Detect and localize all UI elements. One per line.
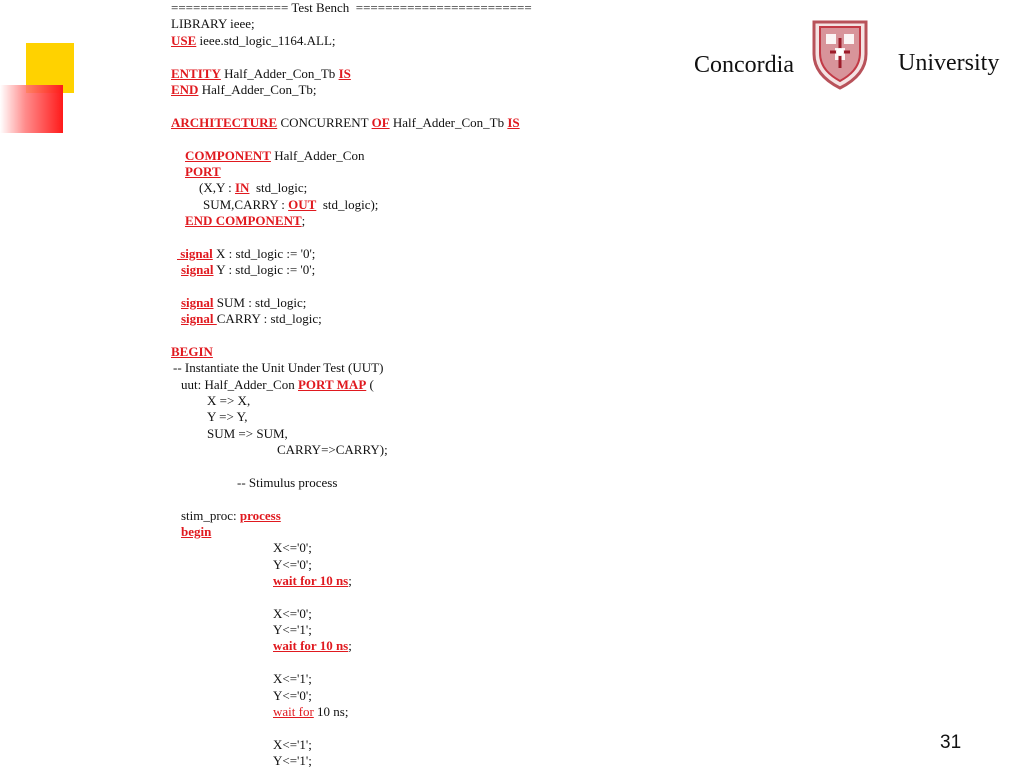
code-line-component xyxy=(185,148,364,164)
institution-name-left: Concordia xyxy=(694,52,794,78)
keyword: PORT xyxy=(185,164,221,179)
code-text: ; xyxy=(348,638,352,653)
code-text: std_logic; xyxy=(249,180,308,195)
keyword: process xyxy=(239,508,281,523)
code-text: std_logic); xyxy=(316,197,379,212)
keyword: IS xyxy=(507,115,520,130)
code-line-assign-y: Y<='0'; xyxy=(273,557,312,572)
code-line-map-carry: CARRY=>CARRY); xyxy=(277,442,388,457)
code-line-end xyxy=(171,82,317,98)
code-text: Half_Adder_Con xyxy=(270,148,365,163)
keyword: END xyxy=(171,82,199,97)
code-line-comment-stimulus: -- Stimulus process xyxy=(237,475,338,490)
keyword: wait for xyxy=(273,704,314,719)
keyword: wait for 10 ns xyxy=(273,573,349,588)
code-line-assign-x: X<='0'; xyxy=(273,606,312,621)
code-line-assign-x: X<='1'; xyxy=(273,737,312,752)
code-line-stim-proc xyxy=(181,508,281,524)
code-text: uut: Half_Adder_Con xyxy=(181,377,298,392)
keyword: signal xyxy=(181,262,214,277)
code-line-signal-x xyxy=(177,246,315,262)
code-line-signal-sum xyxy=(181,295,306,311)
code-line-port-in xyxy=(199,180,307,196)
code-line-wait xyxy=(273,573,352,589)
code-text: X : std_logic := '0'; xyxy=(212,246,316,261)
code-text: CONCURRENT xyxy=(277,115,372,130)
keyword: signal xyxy=(181,295,214,310)
code-line-comment-uut: -- Instantiate the Unit Under Test (UUT) xyxy=(173,360,384,375)
keyword: signal xyxy=(181,311,217,326)
code-text: ; xyxy=(348,573,352,588)
code-line-port xyxy=(185,164,221,180)
institution-name-right: University xyxy=(898,50,1000,76)
code-line-proc-begin xyxy=(181,524,211,540)
code-line-use xyxy=(171,33,336,49)
code-line-map-sum: SUM => SUM, xyxy=(207,426,288,441)
keyword: BEGIN xyxy=(171,344,213,359)
code-text: ieee.std_logic_1164.ALL; xyxy=(196,33,336,48)
code-line-assign-x: X<='0'; xyxy=(273,540,312,555)
code-line-wait xyxy=(273,704,348,720)
code-text: Y : std_logic := '0'; xyxy=(213,262,316,277)
code-text: 10 ns; xyxy=(313,704,349,719)
code-line-library: LIBRARY ieee; xyxy=(171,16,255,31)
code-line-map-x: X => X, xyxy=(207,393,251,408)
keyword: COMPONENT xyxy=(185,148,271,163)
code-line-uut xyxy=(181,377,374,393)
code-line-assign-y: Y<='1'; xyxy=(273,622,312,637)
keyword: wait for 10 ns xyxy=(273,638,349,653)
code-line-end-component xyxy=(185,213,305,229)
code-text: ; xyxy=(301,213,306,228)
code-line-signal-carry xyxy=(181,311,322,327)
code-line-architecture xyxy=(171,115,520,131)
code-text: stim_proc: xyxy=(181,508,240,523)
code-line-map-y: Y => Y, xyxy=(207,409,248,424)
code-text: Half_Adder_Con_Tb xyxy=(389,115,508,130)
keyword: USE xyxy=(171,33,197,48)
code-text: Half_Adder_Con_Tb xyxy=(220,66,339,81)
keyword: END COMPONENT xyxy=(185,213,302,228)
code-line-assign-y: Y<='0'; xyxy=(273,688,312,703)
page-number: 31 xyxy=(940,732,962,753)
code-line-begin xyxy=(171,344,213,360)
code-text: Half_Adder_Con_Tb; xyxy=(198,82,317,97)
keyword: ENTITY xyxy=(171,66,221,81)
keyword: signal xyxy=(177,246,213,261)
keyword: OUT xyxy=(288,197,317,212)
university-crest-icon xyxy=(808,16,872,90)
code-text: SUM : std_logic; xyxy=(213,295,307,310)
keyword: IN xyxy=(235,180,250,195)
code-line-wait xyxy=(273,638,352,654)
keyword: IS xyxy=(338,66,351,81)
code-line-signal-y xyxy=(181,262,315,278)
keyword: ARCHITECTURE xyxy=(171,115,278,130)
keyword: OF xyxy=(371,115,390,130)
code-text: ( xyxy=(366,377,374,392)
code-line-assign-x: X<='1'; xyxy=(273,671,312,686)
keyword: begin xyxy=(181,524,212,539)
code-line-assign-y: Y<='1'; xyxy=(273,753,312,768)
code-text: CARRY : std_logic; xyxy=(216,311,322,326)
code-line-banner: ================ Test Bench ======================== xyxy=(171,0,532,15)
code-line-port-out xyxy=(203,197,378,213)
code-text: (X,Y : xyxy=(199,180,235,195)
code-text: SUM,CARRY : xyxy=(203,197,289,212)
code-line-entity xyxy=(171,66,351,82)
keyword: PORT MAP xyxy=(297,377,367,392)
